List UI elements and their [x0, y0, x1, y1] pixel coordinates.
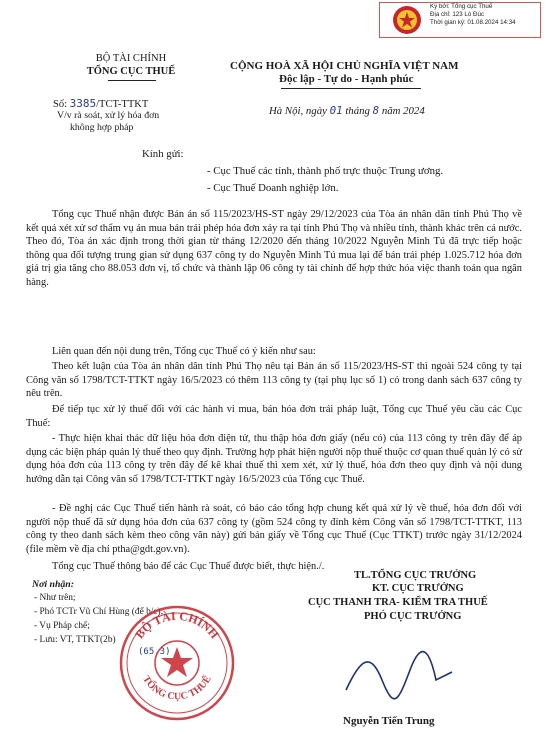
recipient-2: - Cục Thuế Doanh nghiệp lớn.: [207, 182, 339, 194]
signer-address: Địa chỉ: 123 Lò Đúc: [430, 11, 484, 18]
recipients-list-item: - Lưu: VT, TTKT(2b): [34, 635, 116, 645]
svg-text:TỔNG CỤC THUẾ: [140, 673, 214, 703]
recipient-1: - Cục Thuế các tỉnh, thành phố trực thuộc Trung ương.: [207, 165, 444, 177]
agency-name: TỔNG CỤC THUẾ: [86, 66, 176, 77]
date-day: 01: [329, 104, 343, 117]
seal-bottom-text: TỔNG CỤC THUẾ: [140, 674, 214, 703]
signature-line-2: KT. CỤC TRƯỞNG: [372, 583, 464, 594]
paragraph-5: - Thực hiện khai thác dữ liệu hóa đơn điện tử, thu thập hóa đơn giấy (nếu có) của 113 công ty trên đây để áp dụng các biện pháp quản lý thuế theo quy định. Trường hợp phát hiện người nộp thuế thuộc cơ quan thuế quản lý có sử dụng hóa đơn của 113 công ty trên đây để kê khai thuế thì xem xét, xử lý thuế, hóa đơn theo quy định và nội dung hướng dẫn tại Công văn số 1798/TCT-TTKT ngày 16/5/2023 của Tổng cục Thuế.: [26, 433, 522, 485]
paragraph-1: Tổng cục Thuế nhận được Bản án số 115/2023/HS-ST ngày 29/12/2023 của Tòa án nhân dân tỉnh Phú Thọ về kết quả xét xử sơ thẩm vụ án mua bán trái phép hóa đơn xảy ra tại tỉnh Phú Thọ và nhiều tỉnh, thành khác trên cả nước. Theo đó, Tòa án xác định trong thời gian từ tháng 12/2020 đến tháng 10/2022 Nguyễn Minh Tú đã trực tiếp hoặc thông qua đối tượng trung gian sử dụng 637 công ty do Nguyễn Minh Tú mua lại để bán trái phép 1.025.712 hóa đơn giá trị gia tăng cho 88.053 đơn vị, tổ chức và thành lập 06 công ty tài chính để hợp thức hóa việc thanh toán qua ngân hàng.: [26, 209, 522, 288]
paragraph-3: Theo kết luận của Tòa án nhân dân tỉnh Phú Thọ nêu tại Bản án số 115/2023/HS-ST thì ngoài 524 công ty tại Công văn số 1798/TCT-TTKT ngày 16/5/2023 có thêm 113 công ty (tại phụ lục số 1) có trong danh sách 637 công ty nêu trên.: [26, 361, 522, 400]
date-suffix: năm 2024: [381, 105, 425, 117]
signing-time: Thời gian ký: 01.08.2024 14:34: [430, 19, 516, 26]
seal-top-text: BỘ TÀI CHÍNH: [132, 608, 222, 642]
recipients-label: Kính gửi:: [142, 148, 184, 160]
document-number: [53, 97, 148, 110]
recipients-list-item: - Như trên;: [34, 593, 76, 603]
date-mid: tháng: [345, 105, 370, 117]
paragraph-7: Tổng cục Thuế thông báo để các Cục Thuế được biết, thực hiện./.: [52, 561, 325, 572]
recipients-list-item: - Vụ Pháp chế;: [34, 621, 90, 631]
signer-text: Ký bởi: Tổng cục Thuế: [430, 3, 493, 10]
header-underline-right: [281, 88, 421, 89]
nation-title: CỘNG HOÀ XÃ HỘI CHỦ NGHĨA VIỆT NAM: [230, 60, 459, 72]
subject-line-1: V/v rà soát, xử lý hóa đơn: [57, 110, 160, 121]
signature-line-3: CỤC THANH TRA- KIỂM TRA THUẾ: [308, 597, 488, 608]
signature-line-4: PHÓ CỤC TRƯỞNG: [364, 611, 462, 622]
ministry-name: BỘ TÀI CHÍNH: [95, 53, 167, 64]
recipients-list-item: - Phó TCTr Vũ Chí Hùng (để b/c);: [34, 607, 164, 617]
number-prefix: Số:: [53, 99, 68, 110]
paragraph-4: Để tiếp tục xử lý thuế đối với các hành vi mua, bán hóa đơn trái pháp luật, Tổng cục Thuế yêu cầu các Cục Thuế:: [26, 404, 522, 429]
motto: Độc lập - Tự do - Hạnh phúc: [279, 73, 414, 85]
svg-text:BỘ TÀI CHÍNH: [132, 609, 222, 642]
paragraph-2: Liên quan đến nội dung trên, Tổng cục Thuế có ý kiến như sau:: [52, 346, 316, 357]
official-seal: [118, 604, 236, 722]
paragraph-6: - Đề nghị các Cục Thuế tiến hành rà soát, có báo cáo tổng hợp chung kết quả xử lý về thuế, hóa đơn đối với người nộp thuế đã sử dụng hóa đơn của 637 công ty (gồm 524 công ty đính kèm Công văn số 1798/TCT-TTKT, 113 công ty theo danh sách kèm theo công văn này) gửi bản giấy về Tổng cục Thuế (Cục TTKT) trước ngày 31/12/2024 (file mềm về địa chỉ ptha@gdt.gov.vn).: [26, 503, 522, 555]
recipients-list-label: Nơi nhận:: [32, 579, 75, 590]
national-emblem-icon: [392, 5, 422, 35]
number-value: 3385: [69, 97, 97, 110]
handwritten-note: (65,3): [138, 647, 171, 657]
header-underline-left: [108, 80, 156, 81]
signer-name: Nguyễn Tiến Trung: [343, 715, 435, 727]
date-month: 8: [372, 104, 380, 117]
subject-line-2: không hợp pháp: [70, 122, 134, 133]
handwritten-signature: [340, 640, 460, 710]
signature-line-1: TL.TỔNG CỤC TRƯỞNG: [354, 570, 477, 581]
number-suffix: /TCT-TTKT: [96, 99, 149, 110]
date-prefix: Hà Nội, ngày: [269, 105, 327, 117]
date-line: [269, 104, 425, 117]
